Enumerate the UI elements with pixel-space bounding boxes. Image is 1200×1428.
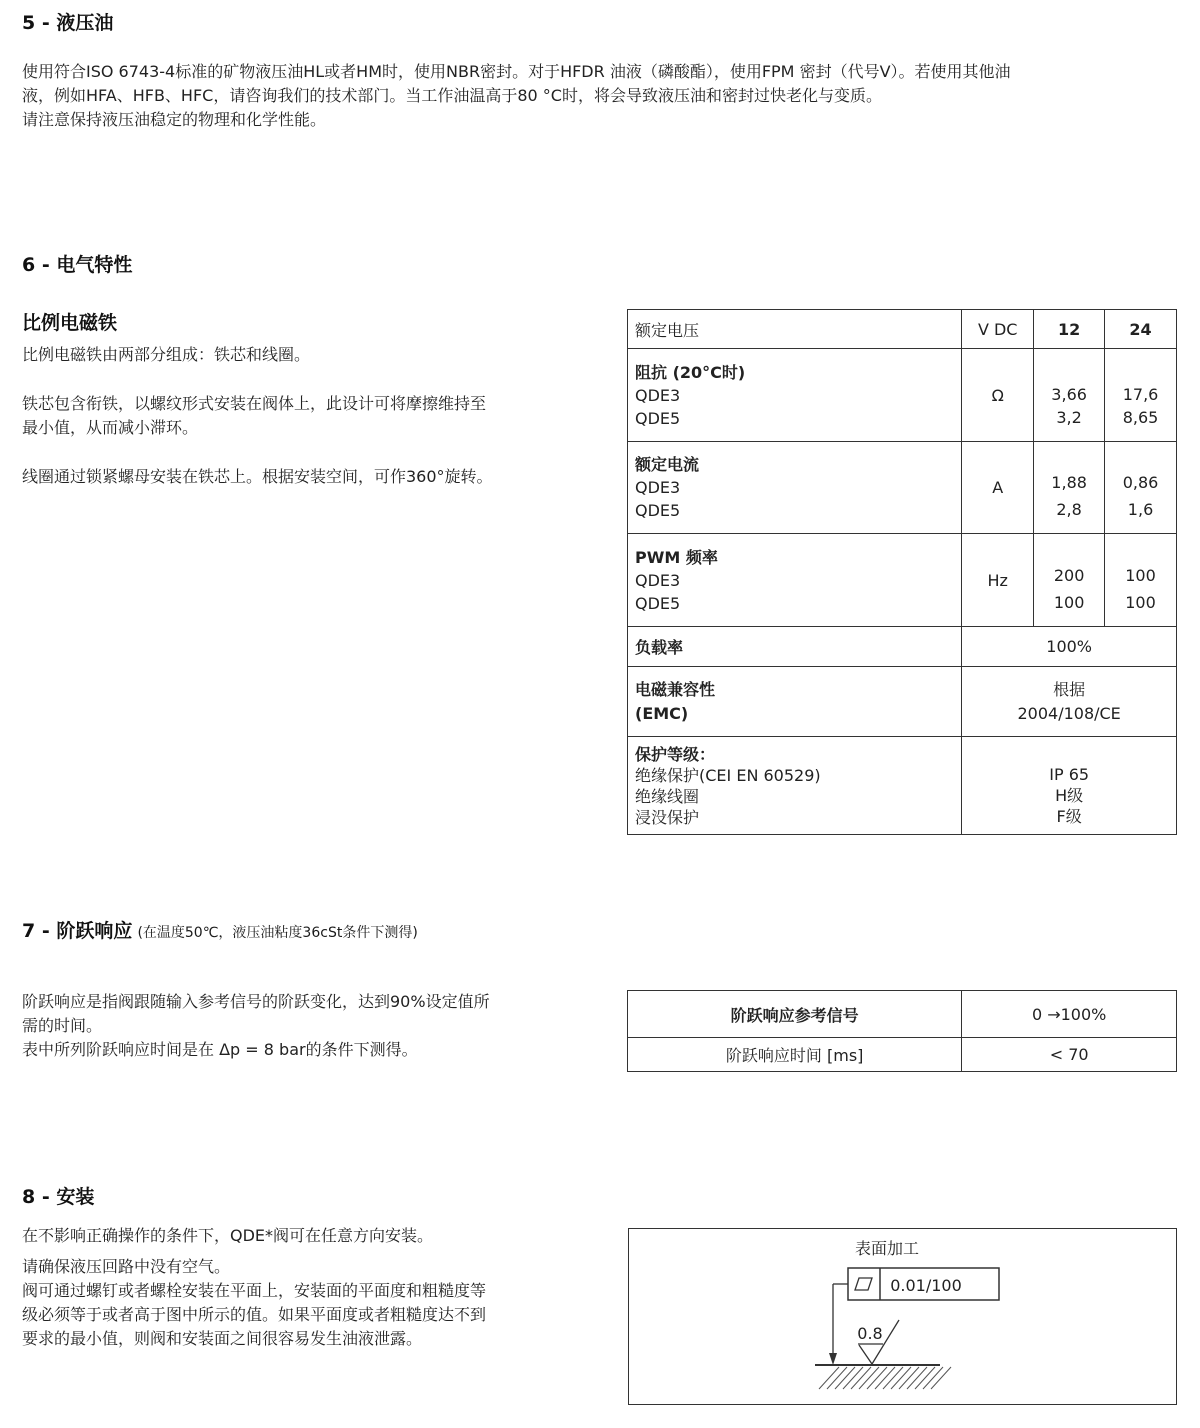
roughness-value: 0.8 xyxy=(857,1324,883,1343)
hatch-line xyxy=(875,1367,895,1389)
duty-cycle-value: 100% xyxy=(962,627,1177,667)
pwm-12v-cell xyxy=(1034,534,1105,627)
surface-finish-figure xyxy=(628,1228,1177,1405)
hatch-line xyxy=(907,1367,927,1389)
current-12v-cell xyxy=(1034,442,1105,534)
spec-row-protection xyxy=(628,737,1177,835)
pwm-unit: Hz xyxy=(962,534,1034,627)
current-unit: A xyxy=(962,442,1034,534)
hatch-line xyxy=(819,1367,839,1389)
section-6-subtitle: 比例电磁铁 xyxy=(22,312,118,334)
section-8-line-4: 要求的最小值，则阀和安装面之间很容易发生油液泄露。 xyxy=(22,1329,423,1348)
section-8-line-3: 级必须等于或者高于图中所示的值。如果平面度或者粗糙度达不到 xyxy=(22,1305,487,1324)
spec-row-resistance xyxy=(628,349,1177,442)
hatch-line xyxy=(891,1367,911,1389)
section-5-line-3: 请注意保持液压油稳定的物理和化学性能。 xyxy=(22,110,327,129)
pwm-12v-qde3: 200 xyxy=(1053,565,1085,585)
section-6-para-2-line-1: 铁芯包含衔铁，以螺纹形式安装在阀体上，此设计可将摩擦维持至 xyxy=(22,394,487,413)
flatness-value: 0.01/100 xyxy=(890,1276,962,1295)
current-qde3-label: QDE3 xyxy=(635,478,681,497)
hatch-line xyxy=(931,1367,951,1389)
resistance-24v-qde3: 17,6 xyxy=(1122,384,1159,404)
protection-immersion-label: 浸没保护 xyxy=(635,807,700,827)
spec-row-rated-current xyxy=(628,442,1177,534)
section-8-line-1: 请确保液压回路中没有空气。 xyxy=(22,1257,231,1276)
step-row-time xyxy=(628,1038,1177,1072)
section-5-line-1: 使用符合ISO 6743-4标准的矿物液压油HL或者HM时，使用NBR密封。对于HFDR 油液（磷酸酯），使用FPM 密封（代号V）。若使用其他油 xyxy=(22,62,1011,81)
duty-cycle-label: 负载率 xyxy=(628,627,962,667)
section-8-para-1: 在不影响正确操作的条件下，QDE*阀可在任意方向安装。 xyxy=(22,1226,434,1245)
leader-arrow-icon xyxy=(829,1353,837,1365)
hatch-line xyxy=(851,1367,871,1389)
section-5-line-2: 液，例如HFA、HFB、HFC，请咨询我们的技术部门。当工作油温高于80 °C时，将会导致液压油和密封过快老化与变质。 xyxy=(22,86,882,105)
step-row-reference xyxy=(628,991,1177,1038)
section-7-note: (在温度50℃，液压油粘度36cSt条件下测得) xyxy=(137,925,418,941)
flatness-symbol-icon xyxy=(855,1278,872,1290)
section-7-line-3: 表中所列阶跃响应时间是在 Δp = 8 bar的条件下测得。 xyxy=(22,1040,418,1059)
section-7-title: 7 - 阶跃响应 xyxy=(22,920,133,942)
emc-label-cell xyxy=(628,667,962,737)
resistance-label: 阻抗 (20°C时) xyxy=(635,362,746,382)
pwm-qde3-label: QDE3 xyxy=(635,570,681,590)
step-time-value: < 70 xyxy=(962,1038,1177,1072)
spec-row-emc xyxy=(628,667,1177,737)
emc-value-line-1: 根据 xyxy=(1053,679,1086,699)
hatch-line xyxy=(915,1367,935,1389)
resistance-qde5-label: QDE5 xyxy=(635,408,681,428)
protection-value-cell xyxy=(962,737,1177,835)
voltage-12-header: 12 xyxy=(1034,310,1105,349)
current-24v-cell xyxy=(1105,442,1177,534)
section-8-line-2: 阀可通过螺钉或者螺栓安装在平面上，安装面的平面度和粗糙度等 xyxy=(22,1281,487,1300)
section-5-title: 5 - 液压油 xyxy=(22,12,114,34)
step-reference-value: 0 →100% xyxy=(962,991,1177,1038)
step-response-table xyxy=(627,990,1177,1072)
hatch-line xyxy=(827,1367,847,1389)
section-6-title: 6 - 电气特性 xyxy=(22,254,133,276)
resistance-label-cell xyxy=(628,349,962,442)
pwm-24v-qde3: 100 xyxy=(1125,565,1156,585)
step-reference-label: 阶跃响应参考信号 xyxy=(628,991,962,1038)
section-7-body xyxy=(22,990,592,1062)
rated-voltage-label: 额定电压 xyxy=(628,310,962,349)
protection-label-cell xyxy=(628,737,962,835)
current-12v-qde3: 1,88 xyxy=(1051,473,1087,492)
emc-label-line-2: (EMC) xyxy=(635,703,689,723)
protection-coil-label: 绝缘线圈 xyxy=(635,786,700,806)
current-qde5-label: QDE5 xyxy=(635,501,681,520)
spec-row-pwm-frequency xyxy=(628,534,1177,627)
voltage-24-header: 24 xyxy=(1105,310,1177,349)
pwm-24v-qde5: 100 xyxy=(1125,592,1156,612)
section-8-title: 8 - 安装 xyxy=(22,1186,95,1208)
section-7-line-2: 需的时间。 xyxy=(22,1016,103,1035)
surface-finish-title: 表面加工 xyxy=(854,1239,920,1258)
current-label-cell xyxy=(628,442,962,534)
section-7-line-1: 阶跃响应是指阀跟随输入参考信号的阶跃变化，达到90%设定值所 xyxy=(22,992,490,1011)
protection-label: 保护等级： xyxy=(635,744,716,764)
protection-insulation-label: 绝缘保护(CEI EN 60529) xyxy=(635,765,821,785)
hatch-line xyxy=(867,1367,887,1389)
hatch-line xyxy=(843,1367,863,1389)
resistance-12v-qde3: 3,66 xyxy=(1051,384,1087,404)
electrical-spec-table xyxy=(627,309,1177,835)
resistance-24v-qde5: 8,65 xyxy=(1122,407,1159,427)
pwm-qde5-label: QDE5 xyxy=(635,593,681,613)
surface-hatching xyxy=(819,1367,951,1389)
hatch-line xyxy=(835,1367,855,1389)
current-24v-qde5: 1,6 xyxy=(1127,500,1154,519)
hatch-line xyxy=(859,1367,879,1389)
resistance-qde3-label: QDE3 xyxy=(635,385,681,405)
emc-value-cell xyxy=(962,667,1177,737)
section-6-para-1: 比例电磁铁由两部分组成：铁芯和线圈。 xyxy=(22,345,311,364)
resistance-12v-cell xyxy=(1034,349,1105,442)
protection-coil-value: H级 xyxy=(1055,785,1084,805)
protection-ip-value: IP 65 xyxy=(1049,764,1090,784)
pwm-12v-qde5: 100 xyxy=(1053,592,1085,612)
section-5-body xyxy=(22,60,1182,132)
current-24v-qde3: 0,86 xyxy=(1122,473,1159,492)
current-label: 额定电流 xyxy=(635,455,700,474)
current-12v-qde5: 2,8 xyxy=(1056,500,1082,519)
pwm-label: PWM 频率 xyxy=(635,547,718,567)
section-8-body xyxy=(22,1255,592,1351)
section-6-para-2-line-2: 最小值，从而减小滞环。 xyxy=(22,418,199,437)
surface-finish-drawing xyxy=(629,1229,1176,1404)
pwm-24v-cell xyxy=(1105,534,1177,627)
hatch-line xyxy=(883,1367,903,1389)
rated-voltage-unit: V DC xyxy=(962,310,1034,349)
spec-row-duty-cycle xyxy=(628,627,1177,667)
step-time-label: 阶跃响应时间 [ms] xyxy=(628,1038,962,1072)
hatch-line xyxy=(899,1367,919,1389)
emc-label-line-1: 电磁兼容性 xyxy=(635,679,716,699)
section-6-para-3: 线圈通过锁紧螺母安装在铁芯上。根据安装空间，可作360°旋转。 xyxy=(22,467,493,486)
resistance-12v-qde5: 3,2 xyxy=(1056,407,1082,427)
resistance-24v-cell xyxy=(1105,349,1177,442)
spec-row-rated-voltage xyxy=(628,310,1177,349)
pwm-label-cell xyxy=(628,534,962,627)
section-7-heading xyxy=(22,916,418,943)
section-6-para-2 xyxy=(22,392,592,440)
protection-immersion-value: F级 xyxy=(1056,806,1082,826)
resistance-unit: Ω xyxy=(962,349,1034,442)
hatch-line xyxy=(923,1367,943,1389)
emc-value-line-2: 2004/108/CE xyxy=(1017,703,1121,723)
